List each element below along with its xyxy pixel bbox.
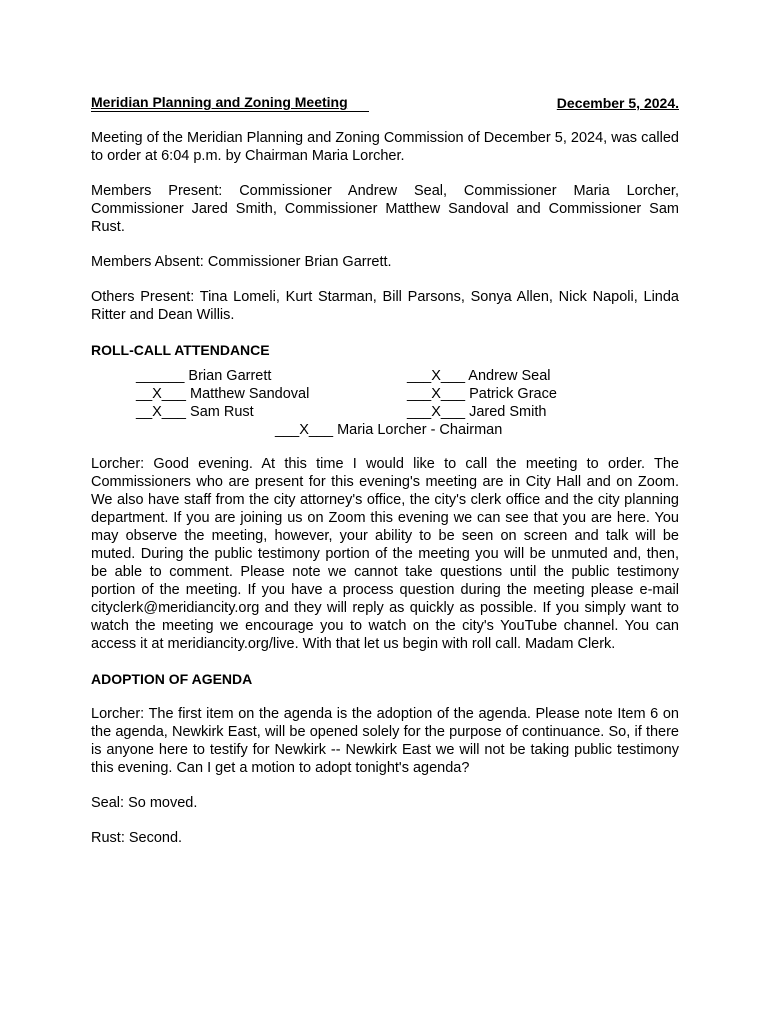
others-present-paragraph: Others Present: Tina Lomeli, Kurt Starman, Bill Parsons, Sonya Allen, Nick Napoli, Linda Ritter and Dean Willis. — [91, 289, 679, 323]
minutes-page — [91, 94, 679, 847]
meeting-date: December 5, 2024. — [556, 95, 679, 111]
roll-call-entry: ___X___ Patrick Grace — [407, 386, 557, 402]
lorcher-agenda-statement: Lorcher: The first item on the agenda is the adoption of the agenda. Please note Item 6 on the agenda, Newkirk East, will be opened solely for the purpose of continuance. So, if there is anyone here to testify for Newkirk -- Newkirk East we will not be taking public testimony this evening. Can I get a motion to adopt tonight's agenda? — [91, 706, 679, 776]
roll-call-chairman-entry: ___X___ Maria Lorcher - Chairman — [275, 422, 503, 438]
lorcher-opening-statement: Lorcher: Good evening. At this time I would like to call the meeting to order. The Commissioners who are present for this evening's meeting are in City Hall and on Zoom. We also have staff from the city attorney's office, the city's clerk office and the city planning department. If you are joining us on Zoom this evening we can see that you are here. You may observe the meeting, however, your ability to be seen on screen and talk will be muted. During the public testimony portion of the meeting you will be unmuted and, then, be able to comment. Please note we cannot take questions until the public testimony portion of the meeting. If you have a process question during the meeting please e-mail cityclerk@meridiancity.org and they will reply as quickly as possible. If you simply want to watch the meeting we encourage you to watch on the city's YouTube channel. You can access it at meridiancity.org/live. With that let us begin with roll call. Madam Clerk. — [91, 456, 679, 652]
roll-call-entry: __X___ Sam Rust — [136, 404, 254, 420]
seal-motion: Seal: So moved. — [91, 795, 198, 811]
roll-call-entry: ___X___ Andrew Seal — [407, 368, 551, 384]
meeting-title: Meridian Planning and Zoning Meeting — [91, 94, 369, 112]
roll-call-table — [91, 367, 679, 439]
roll-call-entry: ______ Brian Garrett — [136, 368, 272, 384]
adoption-of-agenda-heading: ADOPTION OF AGENDA — [91, 671, 253, 687]
roll-call-entry: __X___ Matthew Sandoval — [136, 386, 310, 402]
rust-second: Rust: Second. — [91, 830, 183, 846]
members-present-paragraph: Members Present: Commissioner Andrew Seal, Commissioner Maria Lorcher, Commissioner Jared Smith, Commissioner Matthew Sandoval and Commissioner Sam Rust. — [91, 183, 679, 235]
roll-call-entry: ___X___ Jared Smith — [407, 404, 547, 420]
roll-call-heading: ROLL-CALL ATTENDANCE — [91, 342, 270, 358]
members-absent-paragraph: Members Absent: Commissioner Brian Garrett. — [91, 254, 392, 270]
opening-paragraph: Meeting of the Meridian Planning and Zoning Commission of December 5, 2024, was called to order at 6:04 p.m. by Chairman Maria Lorcher. — [91, 130, 679, 164]
document-header — [91, 94, 679, 112]
